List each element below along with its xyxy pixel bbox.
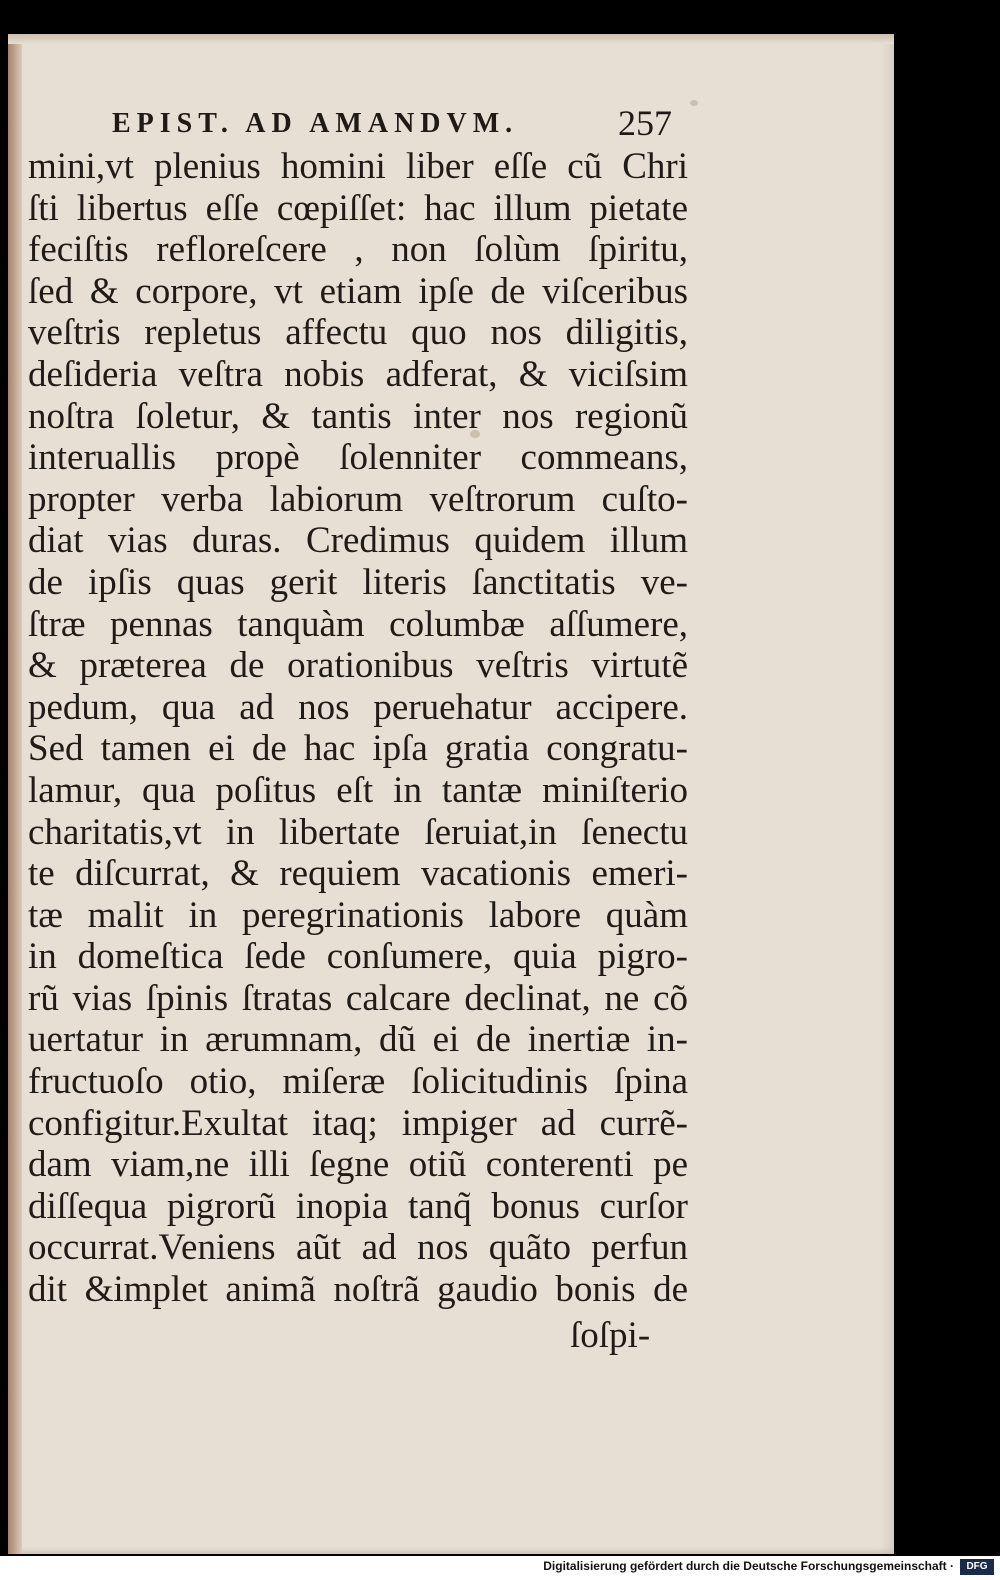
text-line: in domeſtica ſede conſumere, quia pigro- bbox=[28, 936, 688, 978]
text-line: feciſtis refloreſcere , non ſolùm ſpiritu, bbox=[28, 229, 688, 271]
text-line: configitur.Exultat itaq; impiger ad currẽ- bbox=[28, 1102, 688, 1144]
page-number: 257 bbox=[618, 103, 672, 143]
text-line: veſtris repletus affectu quo nos diligitis, bbox=[28, 312, 688, 354]
text-line: dam viam,ne illi ſegne otiũ conterenti pe bbox=[28, 1144, 688, 1186]
text-line: rũ vias ſpinis ſtratas calcare declinat, ne cõ bbox=[28, 977, 688, 1019]
text-line: ſtræ pennas tanquàm columbæ aſſumere, bbox=[28, 603, 688, 645]
text-line: charitatis,vt in libertate ſeruiat,in ſenectu bbox=[28, 811, 688, 853]
text-line: uertatur in ærumnam, dũ ei de inertiæ in- bbox=[28, 1019, 688, 1061]
running-head bbox=[112, 104, 672, 150]
text-line: te diſcurrat, & requiem vacationis emeri- bbox=[28, 853, 688, 895]
text-line: mini,vt plenius homini liber eſſe cũ Chri bbox=[28, 146, 688, 187]
text-line: pedum, qua ad nos peruehatur accipere. bbox=[28, 686, 688, 728]
text-line: fructuoſo otio, miſeræ ſolicitudinis ſpina bbox=[28, 1061, 688, 1103]
page-top-edge bbox=[8, 34, 894, 44]
page-gutter-shadow bbox=[8, 34, 22, 1554]
running-head-title: EPIST. AD AMANDVM. bbox=[112, 108, 519, 139]
text-line: lamur, qua poſitus eſt in tantæ miniſterio bbox=[28, 769, 688, 811]
text-line: de ipſis quas gerit literis ſanctitatis ve- bbox=[28, 561, 688, 603]
catchword: ſoſpi- bbox=[570, 1315, 651, 1356]
text-line: occurrat.Veniens aũt ad nos quãto perfun bbox=[28, 1227, 688, 1269]
text-line: dit &implet animã noſtrã gaudio bonis de bbox=[28, 1269, 688, 1311]
text-line: diat vias duras. Credimus quidem illum bbox=[28, 520, 688, 562]
body-text bbox=[28, 146, 688, 1311]
text-line: ſed & corpore, vt etiam ipſe de viſceribus bbox=[28, 270, 688, 312]
text-line: interuallis propè ſolenniter commeans, bbox=[28, 437, 688, 479]
text-line: propter verba labiorum veſtrorum cuſto- bbox=[28, 478, 688, 520]
text-line: noſtra ſoletur, & tantis inter nos regionũ bbox=[28, 395, 688, 437]
funding-credit: Digitalisierung gefördert durch die Deutsche Forschungsgemeinschaft · bbox=[543, 1559, 954, 1573]
text-line: tæ malit in peregrinationis labore quàm bbox=[28, 894, 688, 936]
text-line: Sed tamen ei de hac ipſa gratia congratu- bbox=[28, 728, 688, 770]
text-line: & præterea de orationibus veſtris virtutẽ bbox=[28, 645, 688, 687]
footer-bar bbox=[0, 1556, 1000, 1580]
dfg-logo-icon: DFG bbox=[960, 1559, 994, 1575]
text-line: deſideria veſtra nobis adferat, & viciſsim bbox=[28, 353, 688, 395]
text-line: ſti libertus eſſe cœpiſſet: hac illum pietate bbox=[28, 187, 688, 229]
paper-stain bbox=[690, 100, 698, 106]
text-line: diſſequa pigrorũ inopia tanq̃ bonus curſor bbox=[28, 1185, 688, 1227]
